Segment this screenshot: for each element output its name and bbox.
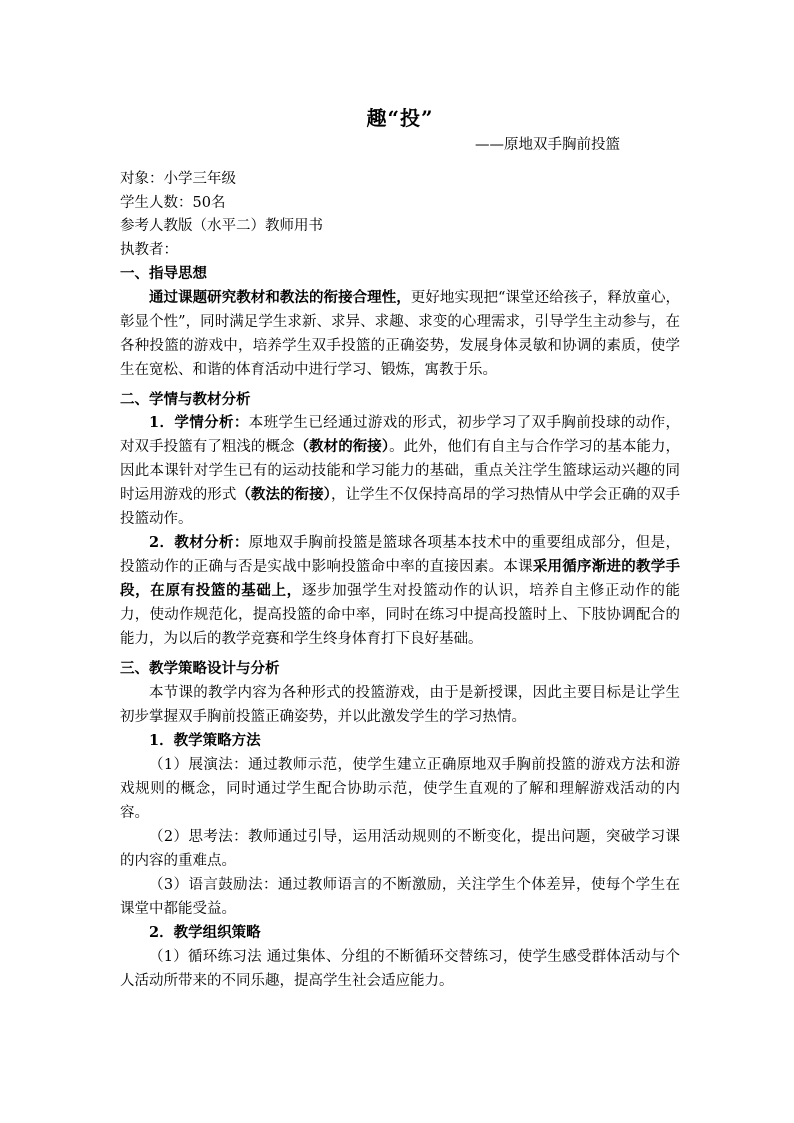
section1-bold-lead: 通过课题研究教材和教法的衔接合理性， (149, 288, 411, 306)
meta-students: 学生人数：50名 (120, 194, 226, 211)
section1-heading: 一、指导思想 (120, 265, 207, 282)
section2-p2-text-a: 原地双手胸前投篮是篮球各项基本技术中的重要组成部分，但是，投篮动作的正确与否是实战中影响投篮命中率的直接因素。本课 (120, 535, 681, 575)
section2-p1-text-d: ，让学生不仅保持高昂的学习热情从中学会正确的双手投篮动作。 (120, 487, 681, 527)
section1-paragraph (120, 286, 680, 382)
meta-teacher: 执教者： (120, 241, 178, 258)
section3-subheading-2: 2．教学组织策略 (149, 923, 261, 941)
section2-p2-lead: 2．教材分析： (149, 534, 249, 551)
section2-paragraph-2 (120, 531, 680, 651)
document-page (120, 96, 680, 1036)
document-title: 趣“投” (366, 106, 434, 130)
section2-p1-bold-1: （教材的衔接） (294, 438, 390, 455)
document-subtitle: ——原地双手胸前投篮 (475, 137, 620, 153)
section2-p2-text-c: 逐步加强学生对投篮动作的认识，培养自主修正动作的能力，使动作规范化，提高投篮的命中率，同时在练习中提高投篮时上、下肢协调配合的能力，为以后的教学竞赛和学生终身体育打下良好基础。 (120, 583, 681, 647)
meta-reference: 参考人教版（水平二）教师用书 (120, 218, 323, 234)
method-3: （3）语言鼓励法：通过教师语言的不断激励，关注学生个体差异，使每个学生在课堂中都能受益。 (120, 876, 680, 917)
method-1: （1）展演法：通过教师示范，使学生建立正确原地双手胸前投篮的游戏方法和游戏规则的概念，同时通过学生配合协助示范，使学生直观的了解和理解游戏活动的内容。 (120, 756, 680, 821)
section2-p1-lead: 1．学情分析： (149, 414, 249, 431)
meta-object: 对象：小学三年级 (120, 171, 236, 187)
section2-p2-bold: 采用循序渐进的教学手段，在原有投篮的基础上， (120, 558, 681, 599)
method-2: （2）思考法：教师通过引导，运用活动规则的不断变化，提出问题，突破学习课的内容的重难点。 (120, 828, 680, 869)
section3-subheading-1: 1．教学策略方法 (149, 731, 261, 749)
section2-p1-text-a: 本班学生已经通过游戏的形式，初步学习了双手胸前投球的动作，对双手投篮有了粗浅的概念 (120, 415, 681, 455)
section2-p1-text-c: 。此外，他们有自主与合作学习的基本能力，因此本课针对学生已有的运动技能和学习能力的基础，重点关注学生篮球运动兴趣的同时运用游戏的形式 (120, 439, 681, 503)
section3-heading: 三、教学策略设计与分析 (120, 660, 280, 677)
section1-body: 更好地实现把“课堂还给孩子，释放童心，彰显个性”，同时满足学生求新、求异、求趣、求变的心理需求，引导学生主动参与，在各种投篮的游戏中，培养学生双手投篮的正确姿势，发展身体灵敏和协调的素质，使学生在宽松、和谐的体育活动中进行学习、锻炼，寓教于乐。 (120, 289, 680, 378)
section2-paragraph-1 (120, 411, 680, 531)
organization-1: （1）循环练习法 通过集体、分组的不断循环交替练习，使学生感受群体活动与个人活动所带来的不同乐趣，提高学生社会适应能力。 (120, 948, 680, 989)
section3-intro: 本节课的教学内容为各种形式的投篮游戏，由于是新授课，因此主要目标是让学生初步掌握双手胸前投篮正确姿势，并以此激发学生的学习热情。 (120, 684, 680, 725)
section2-p1-bold-2: （教法的衔接） (236, 486, 331, 503)
section2-heading: 二、学情与教材分析 (120, 390, 251, 408)
